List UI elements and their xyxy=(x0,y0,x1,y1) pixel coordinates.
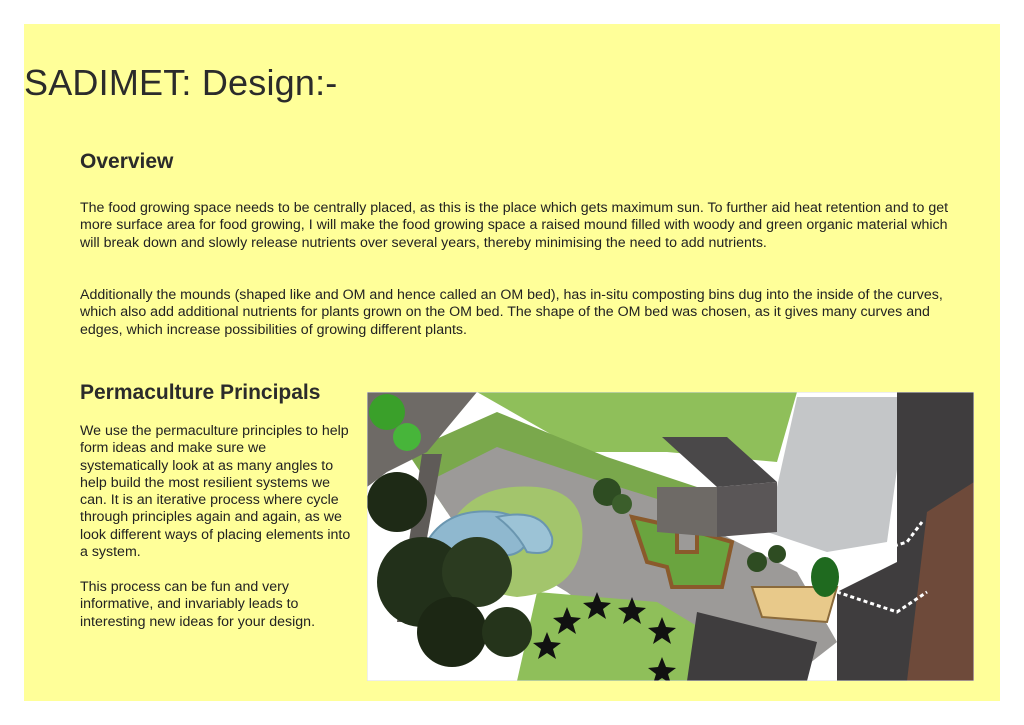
principles-heading: Permaculture Principals xyxy=(80,381,321,404)
principles-paragraph-2: This process can be fun and very informative, and invariably leads to interesting new ideas for your design. xyxy=(80,579,316,630)
garden-design-render xyxy=(367,392,974,681)
garden-3d-illustration xyxy=(367,392,974,681)
overview-heading: Overview xyxy=(80,150,174,173)
page-title: SADIMET: Design:- xyxy=(24,62,338,103)
slide xyxy=(24,24,1000,701)
overview-paragraph-2: Additionally the mounds (shaped like and OM and hence called an OM bed), has in-situ composting bins dug into the inside of the curves, which also add additional nutrients for plants grown on the OM bed. The shape of the OM bed was chosen, as it gives many curves and edges, which increase possibilities of growing different plants. xyxy=(80,287,943,338)
overview-paragraph-1: The food growing space needs to be centrally placed, as this is the place which gets maximum sun. To further aid heat retention and to get more surface area for food growing, I will make the food growing space a raised mound filled with woody and green organic material which will break down and slowly release nutrients over several years, thereby minimising the need to add nutrients. xyxy=(80,200,949,251)
principles-paragraph-1: We use the permaculture principles to help form ideas and make sure we systematically look at as many angles to help build the most resilient systems we can. It is an iterative process where cycle through principles again and again, as we look different ways of placing elements into a system. xyxy=(80,423,351,561)
